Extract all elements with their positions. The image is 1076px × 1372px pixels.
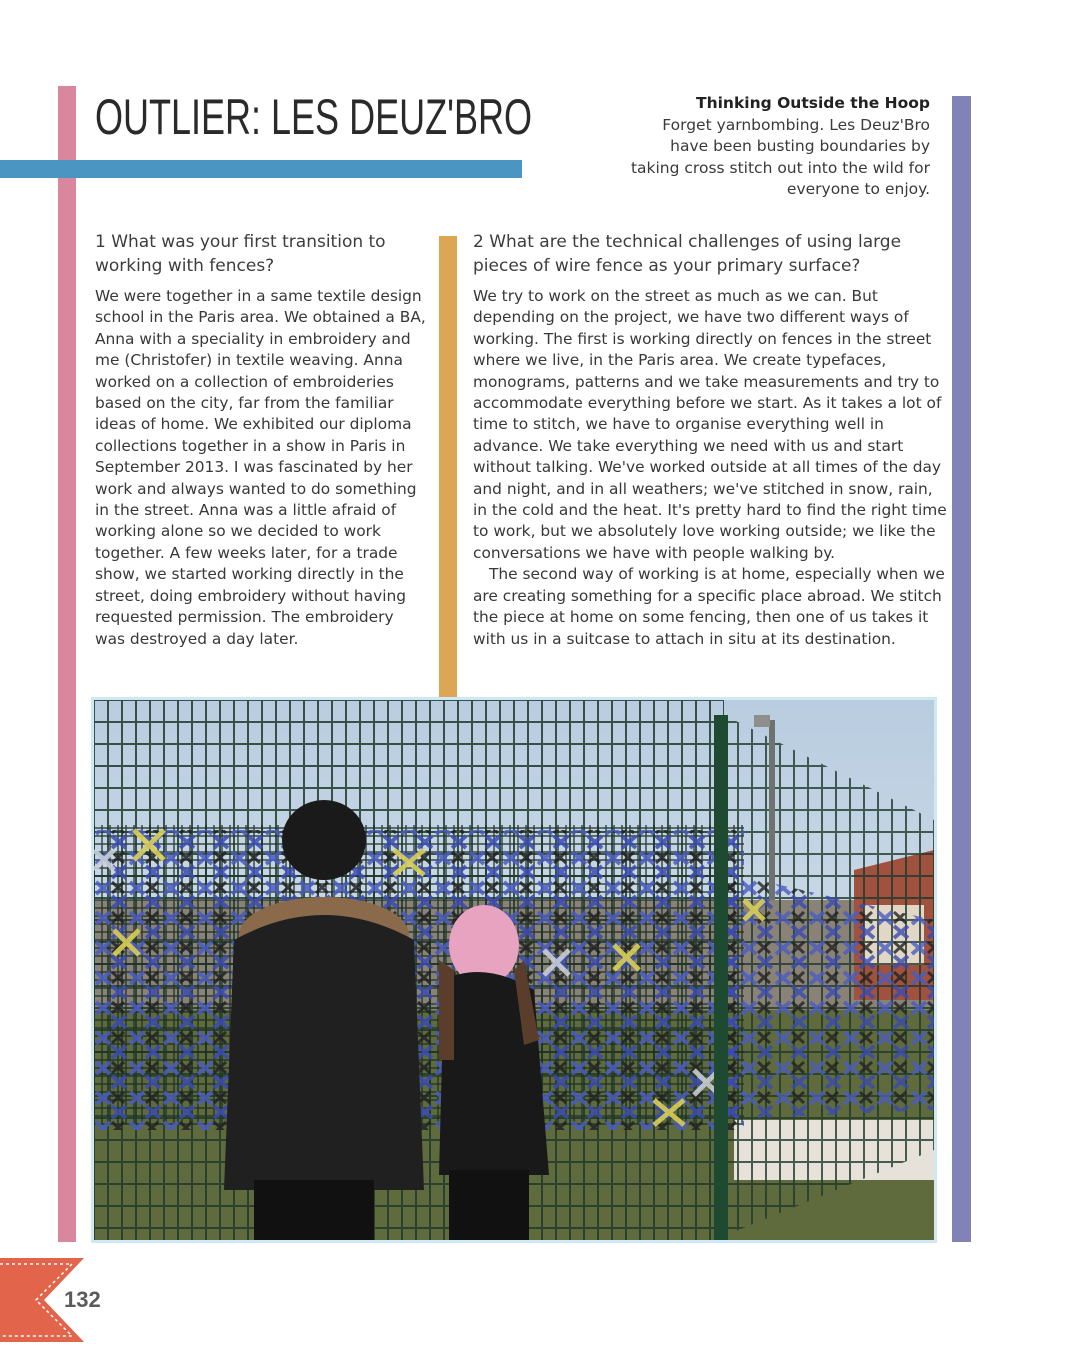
column-divider-bar (439, 236, 457, 698)
intro-text: Forget yarnbombing. Les Deuz'Bro have been busting boundaries by taking cross stitch out into the wild for everyone to enjoy. (630, 115, 930, 198)
pink-accent-bar (58, 86, 76, 1242)
page-number: 132 (64, 1287, 101, 1312)
question-2-answer-paragraph-1: We try to work on the street as much as we can. But depending on the project, we have two different ways of working. The first is working directly on fences in the street where we live, in the Paris area. We create typefaces, monograms, patterns and we take measurements and try to accommodate everything before we start. As it takes a lot of time to stitch, we have to organise everything well in advance. We take everything we need with us and start without talking. We've worked outside at all times of the day and night, and in all weathers; we've stitched in snow, rain, in the cold and the heat. It's pretty hard to find the right time to work, but we absolutely love working outside; we like the conversations we have with people walking by. (473, 287, 947, 562)
fence-embroidery-photo (91, 697, 937, 1243)
intro-heading: Thinking Outside the Hoop (696, 94, 930, 112)
purple-accent-bar (952, 96, 971, 1242)
question-1-answer: We were together in a same textile design school in the Paris area. We obtained a BA, Anna with a speciality in embroidery and me (Christofer) in textile weaving. Anna worked on a collection of embroideries based on the city, far from the familiar ideas of home. We exhibited our diploma collections together in a show in Paris in September 2013. I was fascinated by her work and always wanted to do something in the street. Anna was a little afraid of working alone so we decided to work together. A few weeks later, for a trade show, we started working directly in the street, doing embroidery without having requested permission. The embroidery was destroyed a day later. (95, 287, 426, 648)
intro-block (630, 93, 930, 201)
question-1-column (95, 230, 427, 650)
title-underline-bar (0, 160, 522, 178)
question-1-heading: 1 What was your first transition to working with fences? (95, 232, 386, 276)
question-2-column (473, 230, 949, 650)
article-title: OUTLIER: LES DEUZ'BRO (95, 89, 532, 145)
question-2-answer-paragraph-2: The second way of working is at home, especially when we are creating something for a specific place abroad. We stitch the piece at home on some fencing, then one of us takes it with us in a suitcase to attach in situ at its destination. (473, 565, 945, 648)
question-2-heading: 2 What are the technical challenges of using large pieces of wire fence as your primary surface? (473, 232, 902, 276)
